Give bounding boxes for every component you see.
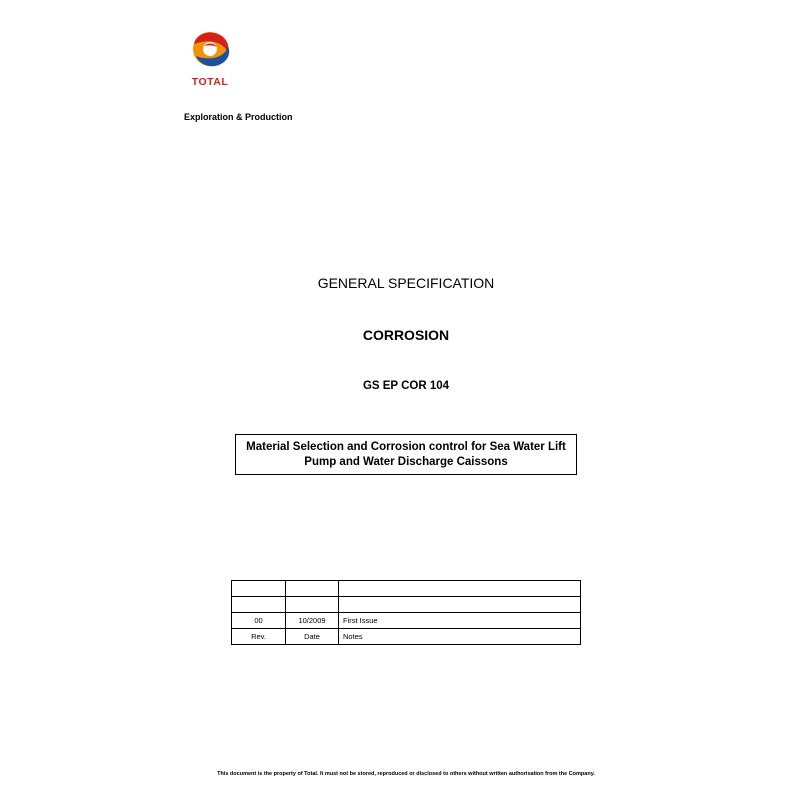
rev-cell xyxy=(232,581,286,597)
table-row xyxy=(232,581,581,597)
date-cell xyxy=(286,597,339,613)
rev-cell xyxy=(232,597,286,613)
table-row xyxy=(232,613,581,629)
division-label: Exploration & Production xyxy=(184,112,293,122)
table-row xyxy=(232,597,581,613)
document-code: GS EP COR 104 xyxy=(362,380,450,392)
notes-cell: First Issue xyxy=(339,613,581,629)
revision-table xyxy=(231,580,581,645)
logo-wordmark: TOTAL xyxy=(191,76,229,88)
confidentiality-notice: This document is the property of Total. It must not be stored, reproduced or disclosed to others without written authorisation from the Company. xyxy=(217,771,595,777)
date-header: Date xyxy=(286,629,339,645)
notes-cell xyxy=(339,581,581,597)
total-logo-mark xyxy=(186,28,238,74)
date-cell: 10/2009 xyxy=(286,613,339,629)
subject-heading: CORROSION xyxy=(362,327,450,343)
spec-type-heading: GENERAL SPECIFICATION xyxy=(317,275,495,291)
date-cell xyxy=(286,581,339,597)
rev-header: Rev. xyxy=(232,629,286,645)
table-header-row xyxy=(232,629,581,645)
notes-header: Notes xyxy=(339,629,581,645)
document-title-box xyxy=(235,434,577,475)
document-title: Material Selection and Corrosion control for Sea Water Lift Pump and Water Discharge Caissons xyxy=(246,440,566,468)
rev-cell: 00 xyxy=(232,613,286,629)
notes-cell xyxy=(339,597,581,613)
